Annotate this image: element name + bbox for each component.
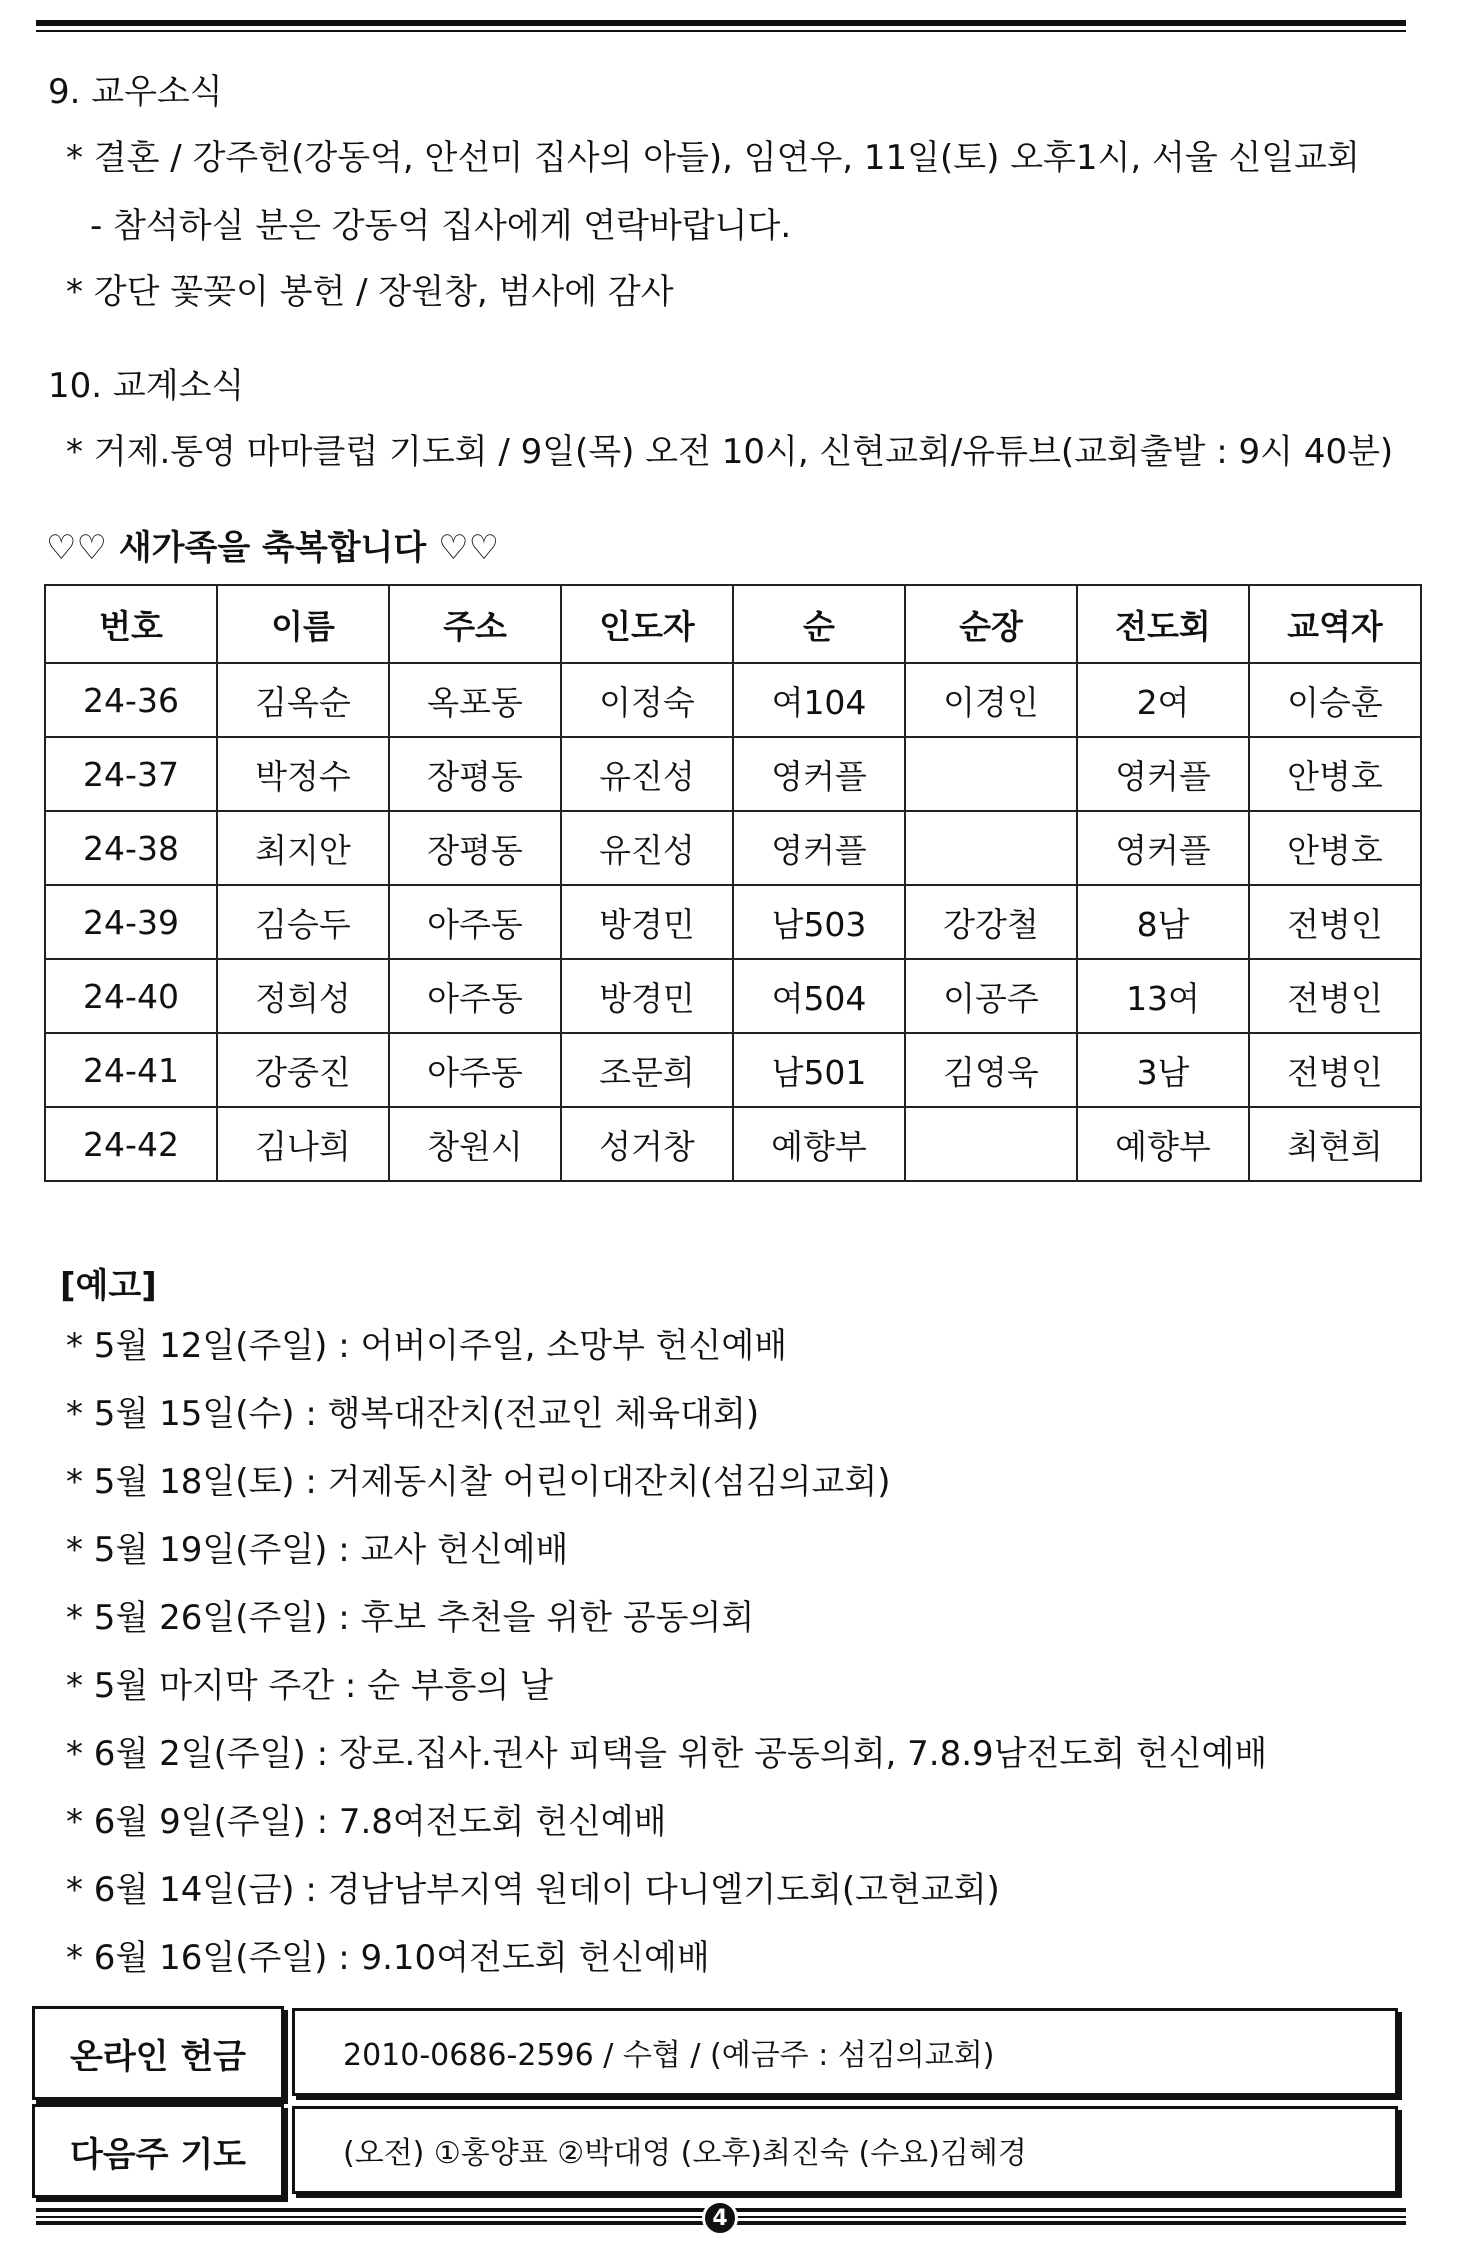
table-cell: 24-39 [45, 885, 217, 959]
table-cell: 여104 [733, 663, 905, 737]
table-cell [905, 811, 1077, 885]
section-title-denomination-news: 10. 교계소식 [48, 366, 245, 406]
table-cell: 창원시 [389, 1107, 561, 1181]
table-cell: 김승두 [217, 885, 389, 959]
next-prayer-value: (오전) ①홍양표 ②박대영 (오후)최진숙 (수요)김혜경 [292, 2106, 1398, 2194]
online-giving-account: 2010-0686-2596 / 수협 / (예금주 : 섬김의교회) [292, 2008, 1398, 2096]
table-cell: 방경민 [561, 959, 733, 1033]
news-item-prayer-meeting: * 거제.통영 마마클럽 기도회 / 9일(목) 오전 10시, 신현교회/유튜브(교회출발 : 9시 40분) [66, 432, 1394, 472]
table-cell: 이공주 [905, 959, 1077, 1033]
notices-title: [예고] [60, 1266, 157, 1306]
table-cell: 아주동 [389, 959, 561, 1033]
table-cell: 24-41 [45, 1033, 217, 1107]
table-cell: 13여 [1077, 959, 1249, 1033]
notice-item: * 5월 18일(토) : 거제동시찰 어린이대잔치(섬김의교회) [66, 1462, 891, 1502]
header-name: 이름 [217, 585, 389, 663]
notice-item: * 5월 12일(주일) : 어버이주일, 소망부 헌신예배 [66, 1326, 788, 1366]
table-cell: 안병호 [1249, 737, 1421, 811]
table-row [45, 1107, 1421, 1181]
table-cell: 전병인 [1249, 885, 1421, 959]
new-family-title: 새가족을 축복합니다 [118, 528, 427, 568]
table-cell: 안병호 [1249, 811, 1421, 885]
table-cell: 2여 [1077, 663, 1249, 737]
table-cell: 예향부 [1077, 1107, 1249, 1181]
table-cell: 남503 [733, 885, 905, 959]
table-cell: 24-36 [45, 663, 217, 737]
table-cell: 24-38 [45, 811, 217, 885]
notice-item: * 6월 16일(주일) : 9.10여전도회 헌신예배 [66, 1938, 710, 1978]
table-cell: 여504 [733, 959, 905, 1033]
header-address: 주소 [389, 585, 561, 663]
table-cell: 이정숙 [561, 663, 733, 737]
table-cell: 방경민 [561, 885, 733, 959]
online-giving-label: 온라인 헌금 [32, 2006, 284, 2100]
table-cell: 유진성 [561, 811, 733, 885]
table-header-row [45, 585, 1421, 663]
table-cell: 남501 [733, 1033, 905, 1107]
table-cell: 김나희 [217, 1107, 389, 1181]
table-cell: 8남 [1077, 885, 1249, 959]
notice-item: * 5월 19일(주일) : 교사 헌신예배 [66, 1530, 569, 1570]
notice-item: * 6월 2일(주일) : 장로.집사.권사 피택을 위한 공동의회, 7.8.9남전도회 헌신예배 [66, 1734, 1268, 1774]
table-cell: 24-40 [45, 959, 217, 1033]
table-cell: 이승훈 [1249, 663, 1421, 737]
table-row [45, 811, 1421, 885]
table-row [45, 959, 1421, 1033]
next-prayer-label: 다음주 기도 [32, 2104, 284, 2198]
table-cell: 성거창 [561, 1107, 733, 1181]
header-number: 번호 [45, 585, 217, 663]
table-cell: 장평동 [389, 737, 561, 811]
table-cell: 유진성 [561, 737, 733, 811]
table-cell: 전병인 [1249, 1033, 1421, 1107]
table-row [45, 885, 1421, 959]
top-rule-thick [36, 20, 1406, 26]
heart-icon: ♡♡ [46, 528, 107, 568]
table-cell: 예향부 [733, 1107, 905, 1181]
notice-item: * 5월 마지막 주간 : 순 부흥의 날 [66, 1666, 554, 1706]
header-pastor: 교역자 [1249, 585, 1421, 663]
table-cell: 옥포동 [389, 663, 561, 737]
new-family-heading [46, 520, 499, 569]
table-cell: 전병인 [1249, 959, 1421, 1033]
notice-item: * 5월 15일(수) : 행복대잔치(전교인 체육대회) [66, 1394, 760, 1434]
table-cell: 최현희 [1249, 1107, 1421, 1181]
table-row [45, 663, 1421, 737]
table-cell: 박정수 [217, 737, 389, 811]
header-cell: 순 [733, 585, 905, 663]
notice-item: * 6월 9일(주일) : 7.8여전도회 헌신예배 [66, 1802, 667, 1842]
table-cell: 강중진 [217, 1033, 389, 1107]
notice-item: * 6월 14일(금) : 경남남부지역 원데이 다니엘기도회(고현교회) [66, 1870, 1000, 1910]
table-cell [905, 737, 1077, 811]
table-cell: 아주동 [389, 885, 561, 959]
table-cell: 김영욱 [905, 1033, 1077, 1107]
table-cell: 강강철 [905, 885, 1077, 959]
table-cell: 아주동 [389, 1033, 561, 1107]
header-mission-group: 전도회 [1077, 585, 1249, 663]
section-title-church-news: 9. 교우소식 [48, 72, 223, 112]
table-cell: 24-37 [45, 737, 217, 811]
table-cell: 영커플 [733, 811, 905, 885]
news-item-wedding: * 결혼 / 강주헌(강동억, 안선미 집사의 아들), 임연우, 11일(토) 오후1시, 서울 신일교회 [66, 138, 1360, 178]
table-cell: 정희성 [217, 959, 389, 1033]
table-cell: 3남 [1077, 1033, 1249, 1107]
table-cell: 최지안 [217, 811, 389, 885]
page-number: 4 [702, 2200, 738, 2236]
table-cell: 이경인 [905, 663, 1077, 737]
top-rule-thin [36, 30, 1406, 32]
table-row [45, 737, 1421, 811]
table-cell: 영커플 [1077, 811, 1249, 885]
table-cell: 조문희 [561, 1033, 733, 1107]
table-cell: 장평동 [389, 811, 561, 885]
header-guide: 인도자 [561, 585, 733, 663]
news-item-flowers: * 강단 꽃꽂이 봉헌 / 장원창, 범사에 감사 [66, 272, 674, 312]
table-cell: 24-42 [45, 1107, 217, 1181]
notice-item: * 5월 26일(주일) : 후보 추천을 위한 공동의회 [66, 1598, 755, 1638]
heart-icon: ♡♡ [438, 528, 500, 568]
table-cell: 김옥순 [217, 663, 389, 737]
table-cell: 영커플 [1077, 737, 1249, 811]
table-row [45, 1033, 1421, 1107]
header-cell-leader: 순장 [905, 585, 1077, 663]
table-cell: 영커플 [733, 737, 905, 811]
table-cell [905, 1107, 1077, 1181]
new-family-table [44, 584, 1422, 1182]
news-item-wedding-note: - 참석하실 분은 강동억 집사에게 연락바랍니다. [90, 206, 792, 246]
